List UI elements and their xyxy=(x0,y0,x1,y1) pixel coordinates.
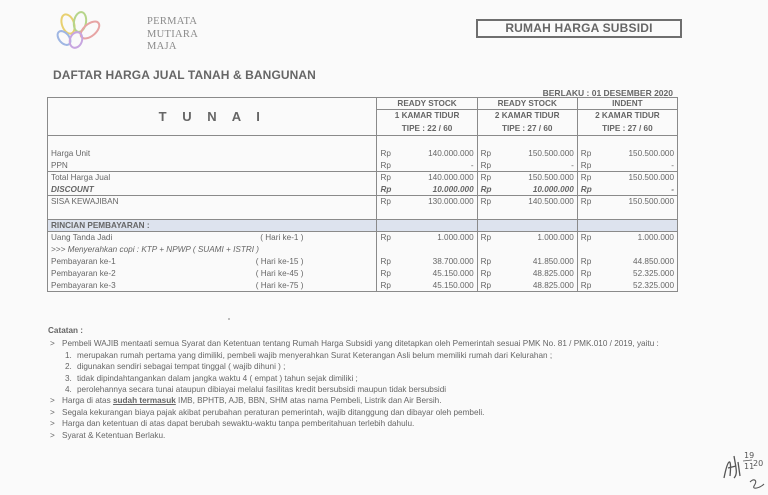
col3-status: INDENT xyxy=(577,98,677,110)
note-changes: > Harga dan ketentuan di atas dapat berubah sewaktu-waktu tanpa pemberitahuan terlebih dahulu. xyxy=(48,418,728,429)
currency: Rp xyxy=(377,160,399,172)
currency: Rp xyxy=(477,196,499,208)
company-logo xyxy=(54,8,214,58)
row-label xyxy=(48,268,377,280)
currency: Rp xyxy=(577,280,599,292)
due-day: ( Hari ke-45 ) xyxy=(255,269,304,278)
note-item-3 xyxy=(48,373,728,384)
flower-logo-icon xyxy=(54,8,110,54)
amount: - xyxy=(599,160,677,172)
amount: 140.000.000 xyxy=(399,148,477,160)
note-terms: > Syarat & Ketentuan Berlaku. xyxy=(48,430,728,441)
amount: 44.850.000 xyxy=(599,256,677,268)
table-row-booking xyxy=(48,232,678,244)
notes-heading: Catatan : xyxy=(48,326,84,335)
currency: Rp xyxy=(477,160,499,172)
amount: 48.825.000 xyxy=(499,268,577,280)
row-label xyxy=(48,232,377,244)
amount: 10.000.000 xyxy=(499,184,577,196)
scan-speck xyxy=(228,318,230,320)
due-day: ( Hari ke-15 ) xyxy=(255,257,304,266)
document-title: DAFTAR HARGA JUAL TANAH & BANGUNAN xyxy=(53,68,316,82)
payment-section-header xyxy=(48,220,678,232)
amount: 10.000.000 xyxy=(399,184,477,196)
currency: Rp xyxy=(377,148,399,160)
item-number: 2. xyxy=(65,362,72,372)
emphasis: sudah termasuk xyxy=(112,396,176,406)
amount: 130.000.000 xyxy=(399,196,477,208)
text: IMB, BPHTB, AJB, BBN, SHM atas nama Pembeli, Listrik dan Air Bersih. xyxy=(175,396,442,406)
currency: Rp xyxy=(577,196,599,208)
amount: 1.000.000 xyxy=(499,232,577,244)
currency: Rp xyxy=(377,232,399,244)
amount: 52.325.000 xyxy=(599,268,677,280)
currency: Rp xyxy=(477,268,499,280)
section-title: RINCIAN PEMBAYARAN : xyxy=(48,220,377,232)
currency: Rp xyxy=(377,196,399,208)
effective-date: BERLAKU : 01 DESEMBER 2020 xyxy=(542,88,673,98)
table-row-ppn xyxy=(48,160,678,172)
table-row-total xyxy=(48,172,678,184)
label-text: Pembayaran ke-2 xyxy=(51,269,116,278)
col2-rooms: 2 KAMAR TIDUR xyxy=(477,110,577,122)
table-row-harga-unit xyxy=(48,148,678,160)
amount: 150.500.000 xyxy=(599,196,677,208)
col3-rooms: 2 KAMAR TIDUR xyxy=(577,110,677,122)
spacer-row xyxy=(48,208,678,220)
amount: - xyxy=(499,160,577,172)
table-row-payment-1 xyxy=(48,256,678,268)
currency: Rp xyxy=(577,184,599,196)
item-text: perolehannya secara tunai ataupun dibiayai melalui fasilitas kredit bersubsidi maupun tidak bersubsidi xyxy=(77,385,447,395)
currency: Rp xyxy=(477,256,499,268)
notes-section xyxy=(48,325,728,441)
table-row-discount xyxy=(48,184,678,196)
currency: Rp xyxy=(577,172,599,184)
amount: 140.500.000 xyxy=(499,196,577,208)
amount: 45.150.000 xyxy=(399,268,477,280)
company-name xyxy=(147,16,198,54)
amount: 150.500.000 xyxy=(599,172,677,184)
currency: Rp xyxy=(577,256,599,268)
price-table xyxy=(47,97,678,292)
currency: Rp xyxy=(577,160,599,172)
note-item-2 xyxy=(48,361,728,372)
currency: Rp xyxy=(577,232,599,244)
text: Harga di atas xyxy=(62,396,113,406)
row-label: SISA KEWAJIBAN xyxy=(48,196,377,208)
logo-line-1: PERMATA xyxy=(147,16,198,27)
note-price-includes xyxy=(48,395,728,406)
currency: Rp xyxy=(377,256,399,268)
payment-method-title: T U N A I xyxy=(48,98,377,136)
currency: Rp xyxy=(477,232,499,244)
item-text: merupakan rumah pertama yang dimiliki, pembeli wajib menyerahkan Surat Keterangan Asli belum memiliki rumah dari Kelurahan ; xyxy=(77,350,553,360)
col2-status: READY STOCK xyxy=(477,98,577,110)
note-tax: > Segala kekurangan biaya pajak akibat perubahan peraturan pemerintah, wajib ditanggung dan dibayar oleh pembeli. xyxy=(48,407,728,418)
note-item-4 xyxy=(48,384,728,395)
item-number: 1. xyxy=(65,350,72,360)
currency: Rp xyxy=(377,268,399,280)
col1-type: TIPE : 22 / 60 xyxy=(377,122,477,136)
item-text: tidak dipindahtangankan dalam jangka waktu 4 ( empat ) tahun sejak dimiliki ; xyxy=(77,373,358,383)
amount: - xyxy=(599,184,677,196)
col1-rooms: 1 KAMAR TIDUR xyxy=(377,110,477,122)
amount: 150.500.000 xyxy=(499,148,577,160)
currency: Rp xyxy=(577,148,599,160)
row-label xyxy=(48,256,377,268)
currency: Rp xyxy=(377,184,399,196)
logo-line-2: MUTIARA xyxy=(147,28,199,40)
currency: Rp xyxy=(377,172,399,184)
sig-month: 11 xyxy=(744,462,755,471)
col2-type: TIPE : 27 / 60 xyxy=(477,122,577,136)
amount: 52.325.000 xyxy=(599,280,677,292)
amount: 1.000.000 xyxy=(599,232,677,244)
table-row-sisa xyxy=(48,196,678,208)
item-number: 3. xyxy=(65,373,72,383)
note-intro: > Pembeli WAJIB mentaati semua Syarat dan Ketentuan tentang Rumah Harga Subsidi yang ditetapkan oleh Pemerintah sesuai PMK No. 81 / PMK.010 / 2019, yaitu : xyxy=(48,338,728,349)
handwritten-signature xyxy=(720,448,768,495)
amount: 41.850.000 xyxy=(499,256,577,268)
item-text: digunakan sendiri sebagai tempat tinggal ( wajib dihuni ) ; xyxy=(77,362,286,372)
currency: Rp xyxy=(377,280,399,292)
label-text: Pembayaran ke-3 xyxy=(51,280,116,290)
currency: Rp xyxy=(577,268,599,280)
due-day: ( Hari ke-1 ) xyxy=(260,233,304,243)
row-label xyxy=(48,280,377,292)
col1-status: READY STOCK xyxy=(377,98,477,110)
due-day: ( Hari ke-75 ) xyxy=(255,280,304,290)
signature-icon xyxy=(720,448,768,495)
amount: 150.500.000 xyxy=(499,172,577,184)
row-label: DISCOUNT xyxy=(48,184,377,196)
sig-year: 20 xyxy=(753,459,764,468)
currency: Rp xyxy=(477,172,499,184)
table-row-payment-3 xyxy=(48,280,678,292)
currency: Rp xyxy=(477,280,499,292)
amount: 38.700.000 xyxy=(399,256,477,268)
amount: 140.000.000 xyxy=(399,172,477,184)
label-text: Uang Tanda Jadi xyxy=(51,233,113,243)
row-label: Harga Unit xyxy=(48,148,377,160)
amount: 1.000.000 xyxy=(399,232,477,244)
note-item-1 xyxy=(48,350,728,361)
col3-type: TIPE : 27 / 60 xyxy=(577,122,677,136)
spacer-row xyxy=(48,136,678,148)
currency: Rp xyxy=(477,184,499,196)
currency: Rp xyxy=(477,148,499,160)
sig-day: 19 xyxy=(744,451,755,460)
amount: 150.500.000 xyxy=(599,148,677,160)
table-row-docs-note xyxy=(48,244,678,256)
subsidy-badge: RUMAH HARGA SUBSIDI xyxy=(476,19,682,38)
amount: 45.150.000 xyxy=(399,280,477,292)
row-label: Total Harga Jual xyxy=(48,172,377,184)
item-number: 4. xyxy=(65,385,72,395)
table-row-payment-2 xyxy=(48,268,678,280)
logo-line-3: MAJA xyxy=(147,41,177,52)
label-text: Pembayaran ke-1 xyxy=(51,257,116,266)
header-row-status xyxy=(48,98,678,110)
documents-note: >>> Menyerahkan copi : KTP + NPWP ( SUAMI + ISTRI ) xyxy=(48,244,377,256)
amount: 48.825.000 xyxy=(499,280,577,292)
row-label: PPN xyxy=(48,160,377,172)
amount: - xyxy=(399,160,477,172)
